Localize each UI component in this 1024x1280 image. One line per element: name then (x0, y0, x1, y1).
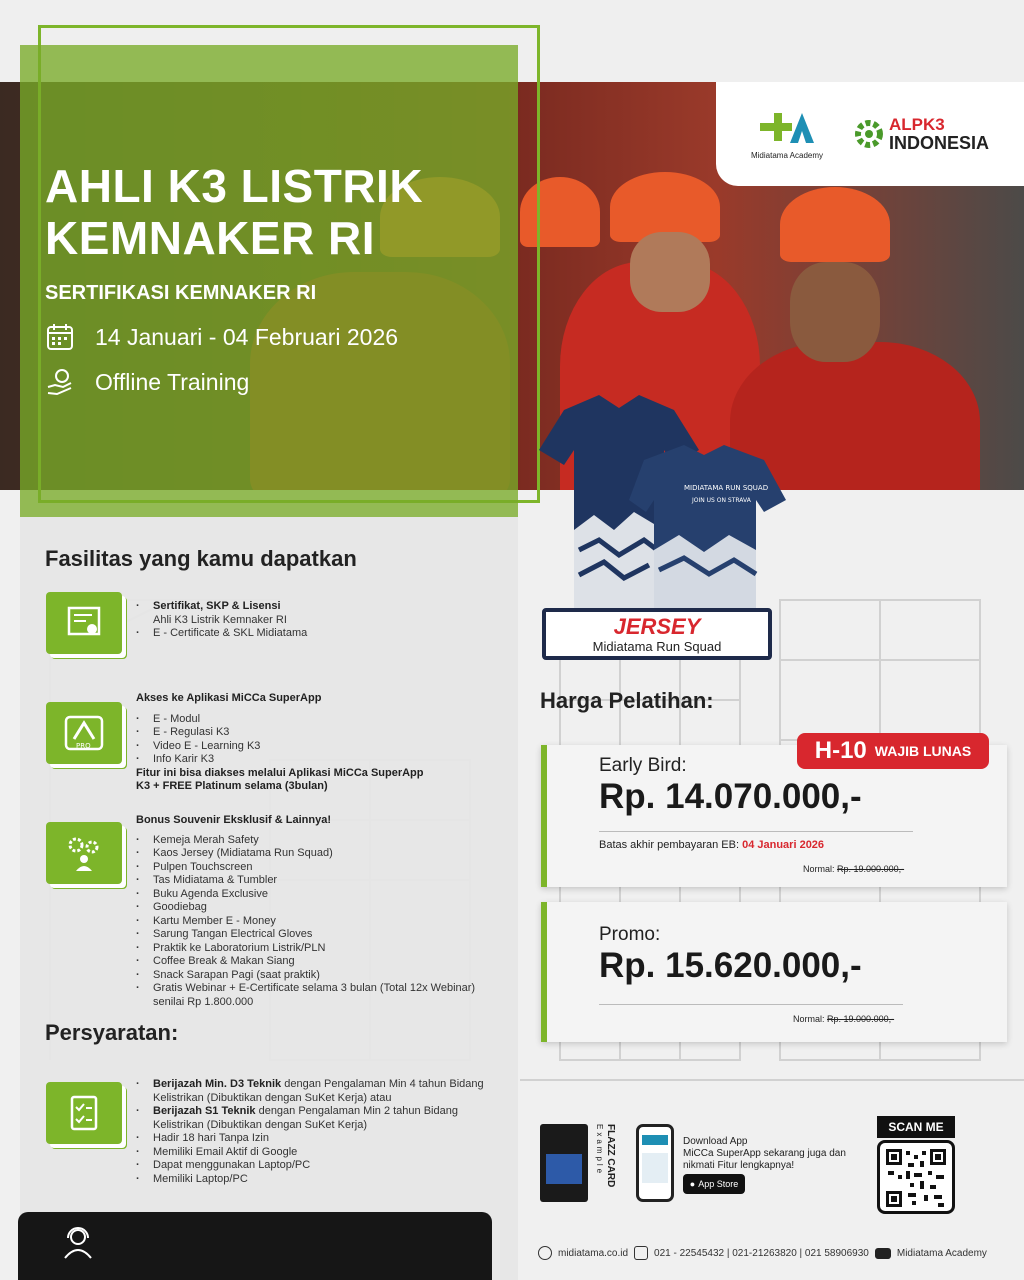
requirements-title: Persyaratan: (45, 1020, 179, 1045)
logo-box (716, 82, 1024, 186)
promo-price: Rp. 15.620.000,- (599, 946, 862, 985)
globe-icon (538, 1246, 552, 1260)
flazz-card (540, 1124, 588, 1202)
footer-website[interactable]: midiatama.co.id (558, 1247, 629, 1259)
deadline: Batas akhir pembayaran EB: 04 Januari 2026 (599, 839, 825, 851)
phone-mockup (636, 1124, 674, 1202)
svg-text:JOIN US ON STRAVA: JOIN US ON STRAVA (692, 497, 751, 504)
qr-code-icon (886, 1149, 946, 1207)
checklist-icon-box (46, 1082, 122, 1144)
hand-coin-icon (45, 367, 75, 397)
app-icon-box (46, 702, 122, 764)
pricing-title: Harga Pelatihan: (540, 688, 714, 713)
page-title: AHLI K3 LISTRIK KEMNAKER RI (45, 160, 424, 264)
footer-youtube[interactable]: Midiatama Academy (896, 1247, 987, 1259)
jersey-label: JERSEY Midiatama Run Squad (542, 608, 772, 660)
early-bird-price: Rp. 14.070.000,- (599, 777, 862, 816)
promo-label: Promo: (599, 924, 661, 945)
download-text: Download App MiCCa SuperApp sekarang juga dan nikmati Fitur lengkapnya! (683, 1136, 846, 1171)
customer-service-icon (60, 1224, 96, 1260)
svg-text:MIDIATAMA RUN SQUAD: MIDIATAMA RUN SQUAD (684, 484, 769, 492)
checklist-icon (64, 1093, 104, 1133)
youtube-icon (875, 1248, 891, 1259)
scan-me-label: SCAN ME (877, 1116, 955, 1138)
souvenir-icon-box (46, 822, 122, 884)
certificate-icon-box (46, 592, 122, 654)
midiatama-logo: Midiatama Academy (751, 109, 823, 160)
phone-icon (634, 1246, 648, 1260)
mode-row (45, 367, 249, 397)
page-subtitle: SERTIFIKASI KEMNAKER RI (45, 282, 317, 304)
app-store-button[interactable]: ● App Store (683, 1174, 745, 1194)
early-normal-price: Normal: Rp. 19.000.000,- (803, 864, 905, 874)
gears-icon (64, 833, 104, 873)
gear-icon (853, 115, 885, 153)
calendar-icon (45, 322, 75, 352)
h10-badge: H-10 WAJIB LUNAS (797, 733, 989, 769)
early-bird-label: Early Bird: (599, 755, 687, 776)
micca-app-icon (62, 713, 106, 753)
jersey-image (524, 390, 786, 620)
footer-phones[interactable]: 021 - 22545432 | 021-21263820 | 021 58906930 (654, 1247, 869, 1259)
alpk3-logo: ALPK3 INDONESIA (853, 115, 989, 153)
facility-group-bonus: Bonus Souvenir Eksklusif & Lainnya! · Kemeja Merah Safety · Kaos Jersey (Midiatama Run Squad) · Pulpen Touchscreen · Tas Midiatama & Tumbler · Buku Agenda Exclusive · Goodiebag · Kartu Member E - Money · Sarung Tangan Electrical Gloves · Praktik ke Laboratorium Listrik/PLN · Coffee Break & Makan Siang · Snack Sarapan Pagi (saat praktik) · Gratis Webinar + E-Certificate selama 3 bulan (Total 12x Webinar) senilai Rp 1.800.000 (136, 814, 476, 1009)
contact-bar[interactable] (18, 1212, 492, 1280)
facilities-title: Fasilitas yang kamu dapatkan (45, 546, 357, 571)
facility-group-certificate: · Sertifikat, SKP & Lisensi Ahli K3 Listrik Kemnaker RI · E - Certificate & SKL Midiatama (136, 600, 307, 641)
promo-card (541, 902, 1007, 1042)
promo-normal-price: Normal: Rp. 19.000.000,- (793, 1014, 895, 1024)
qr-code[interactable] (877, 1140, 955, 1214)
training-mode: Offline Training (95, 368, 250, 395)
footer (538, 1246, 987, 1260)
training-date: 14 Januari - 04 Februari 2026 (95, 323, 399, 350)
midiatama-logo-icon (752, 109, 822, 147)
certificate-icon (64, 603, 104, 643)
flazz-label: FLAZZ CARD Example (595, 1124, 616, 1188)
requirements-list: · Berijazah Min. D3 Teknik dengan Pengalaman Min 4 tahun Bidang Kelistrikan (Dibuktikan dengan SuKet Kerja) atau · Berijazah S1 Teknik dengan Pengalaman Min 2 tahun Bidang Kelistrikan (Dibuktikan dengan SuKet Kerja) · Hadir 18 hari Tanpa Izin · Memiliki Email Aktif di Google · Dapat menggunakan Laptop/PC · Memiliki Laptop/PC (136, 1078, 496, 1186)
facility-group-app: Akses ke Aplikasi MiCCa SuperApp · E - Modul · E - Regulasi K3 · Video E - Learning K3 · Info Karir K3 Fitur ini bisa diakses melalui Aplikasi MiCCa SuperApp K3 + FREE Platinum selama (3bulan) (136, 692, 426, 794)
apple-icon: ● (689, 1179, 696, 1189)
svg-text:PRO: PRO (76, 742, 91, 750)
hero-green-panel (20, 45, 518, 517)
date-row (45, 322, 398, 352)
